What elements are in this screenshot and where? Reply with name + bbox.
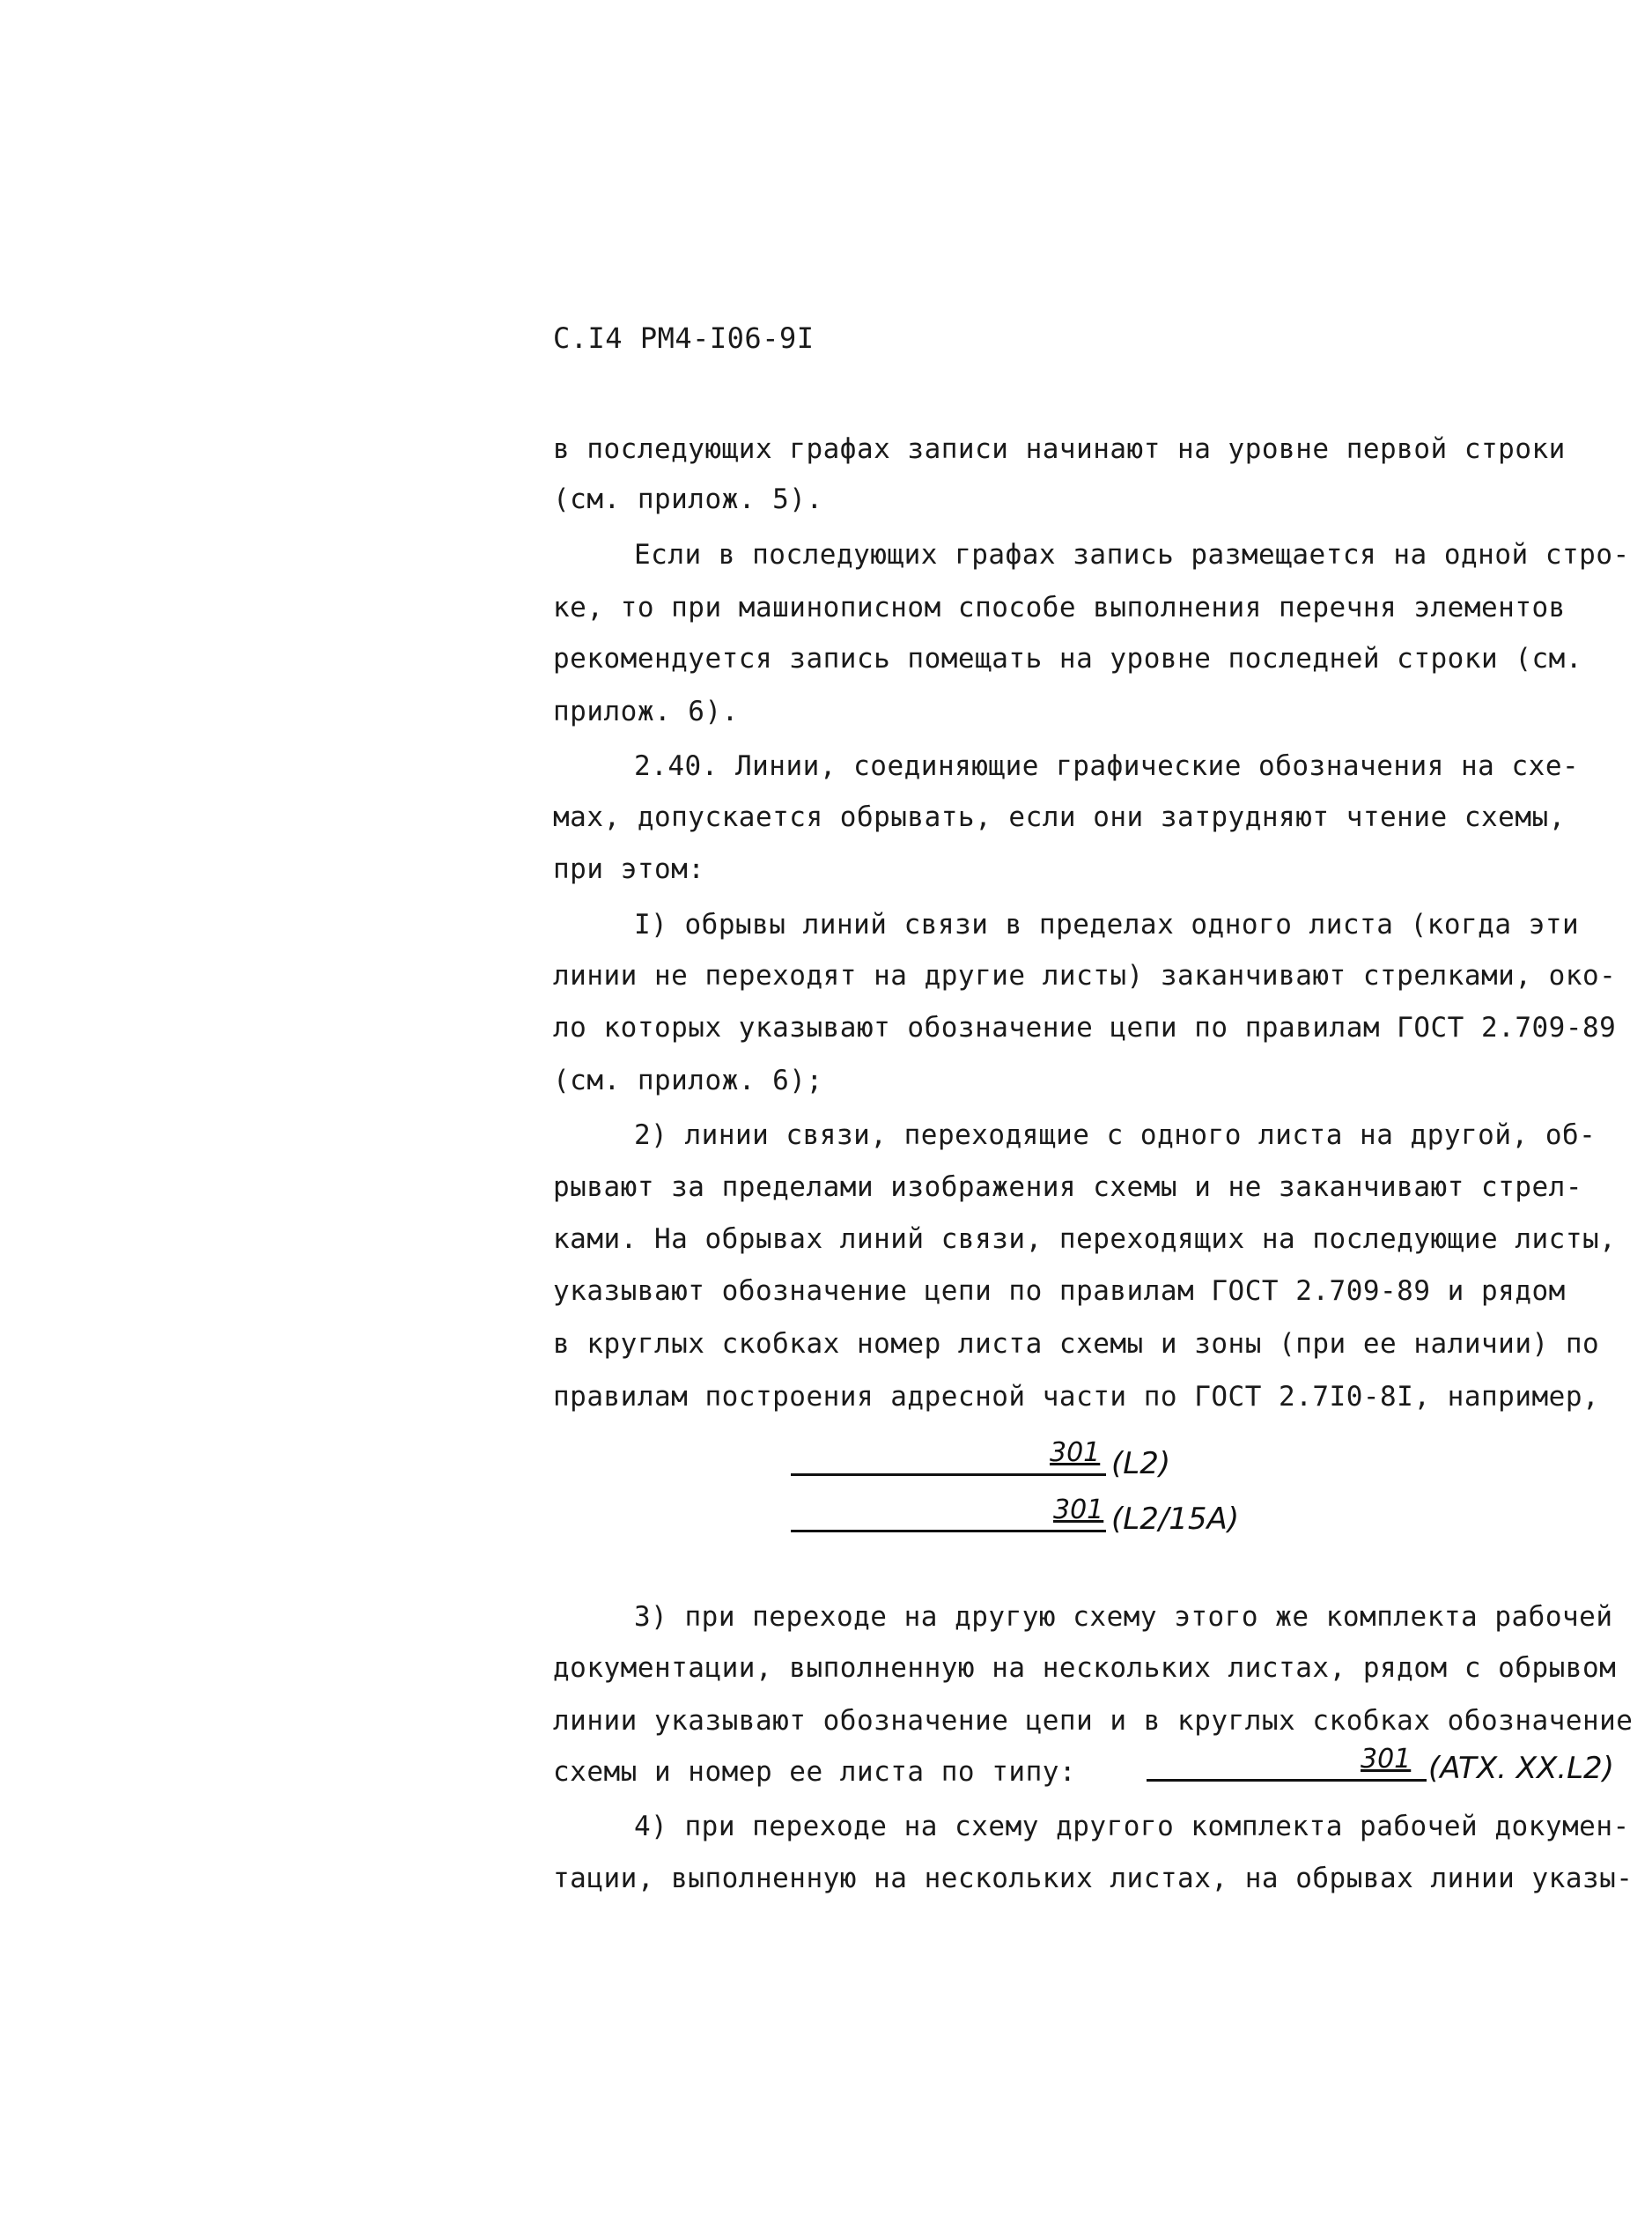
text-line: тации, выполненную на нескольких листах, на обрывах линии указы- bbox=[553, 1863, 1634, 1894]
text-line: линии указывают обозначение цепи и в круглых скобках обозначение bbox=[553, 1705, 1634, 1737]
text-line: рывают за пределами изображения схемы и не заканчивают стрел- bbox=[553, 1171, 1582, 1203]
text-line: указывают обозначение цепи по правилам ГОСТ 2.709-89 и рядом bbox=[553, 1275, 1566, 1307]
text-line: I) обрывы линий связи в пределах одного листа (когда эти bbox=[634, 909, 1580, 941]
circuit-label: 301 bbox=[1050, 1437, 1101, 1468]
sheet-address: (ATX. XX.L2) bbox=[1428, 1751, 1614, 1786]
text-line: (см. прилож. 5). bbox=[553, 483, 823, 515]
sheet-address: (L2) bbox=[1111, 1446, 1171, 1481]
text-line: линии не переходят на другие листы) заканчивают стрелками, око- bbox=[553, 960, 1617, 992]
text-line: 2) линии связи, переходящие с одного листа на другой, об- bbox=[634, 1119, 1597, 1151]
break-line bbox=[791, 1473, 1106, 1476]
text-line: ками. На обрывах линий связи, переходящих на последующие листы, bbox=[553, 1223, 1617, 1255]
text-line: Если в последующих графах запись размещается на одной стро- bbox=[634, 539, 1630, 571]
page-header: С.I4 РМ4-I06-9I bbox=[553, 321, 815, 355]
text-line: 3) при переходе на другую схему этого же комплекта рабочей bbox=[634, 1601, 1613, 1633]
text-line: 2.40. Линии, соединяющие графические обозначения на схе- bbox=[634, 750, 1580, 782]
text-line: в последующих графах записи начинают на уровне первой строки bbox=[553, 433, 1566, 465]
text-line: ке, то при машинописном способе выполнения перечня элементов bbox=[553, 592, 1566, 624]
text-line: правилам построения адресной части по ГОСТ 2.7I0-8I, например, bbox=[553, 1381, 1600, 1413]
text-line: ло которых указывают обозначение цепи по правилам ГОСТ 2.709-89 bbox=[553, 1012, 1617, 1044]
circuit-label: 301 bbox=[1053, 1494, 1104, 1525]
text-line: при этом: bbox=[553, 853, 705, 885]
text-line: в круглых скобках номер листа схемы и зоны (при ее наличии) по bbox=[553, 1328, 1600, 1360]
text-line: рекомендуется запись помещать на уровне последней строки (см. bbox=[553, 643, 1582, 675]
text-line: документации, выполненную на нескольких листах, рядом с обрывом bbox=[553, 1652, 1617, 1684]
text-line: мах, допускается обрывать, если они затрудняют чтение схемы, bbox=[553, 801, 1566, 833]
break-line bbox=[1147, 1779, 1427, 1782]
circuit-label: 301 bbox=[1361, 1744, 1412, 1775]
text-line: схемы и номер ее листа по типу: bbox=[553, 1756, 1077, 1788]
sheet-address: (L2/15A) bbox=[1111, 1502, 1240, 1537]
text-line: прилож. 6). bbox=[553, 696, 739, 727]
break-line bbox=[791, 1530, 1106, 1532]
text-line: (см. прилож. 6); bbox=[553, 1065, 823, 1096]
text-line: 4) при переходе на схему другого комплекта рабочей докумен- bbox=[634, 1811, 1630, 1842]
